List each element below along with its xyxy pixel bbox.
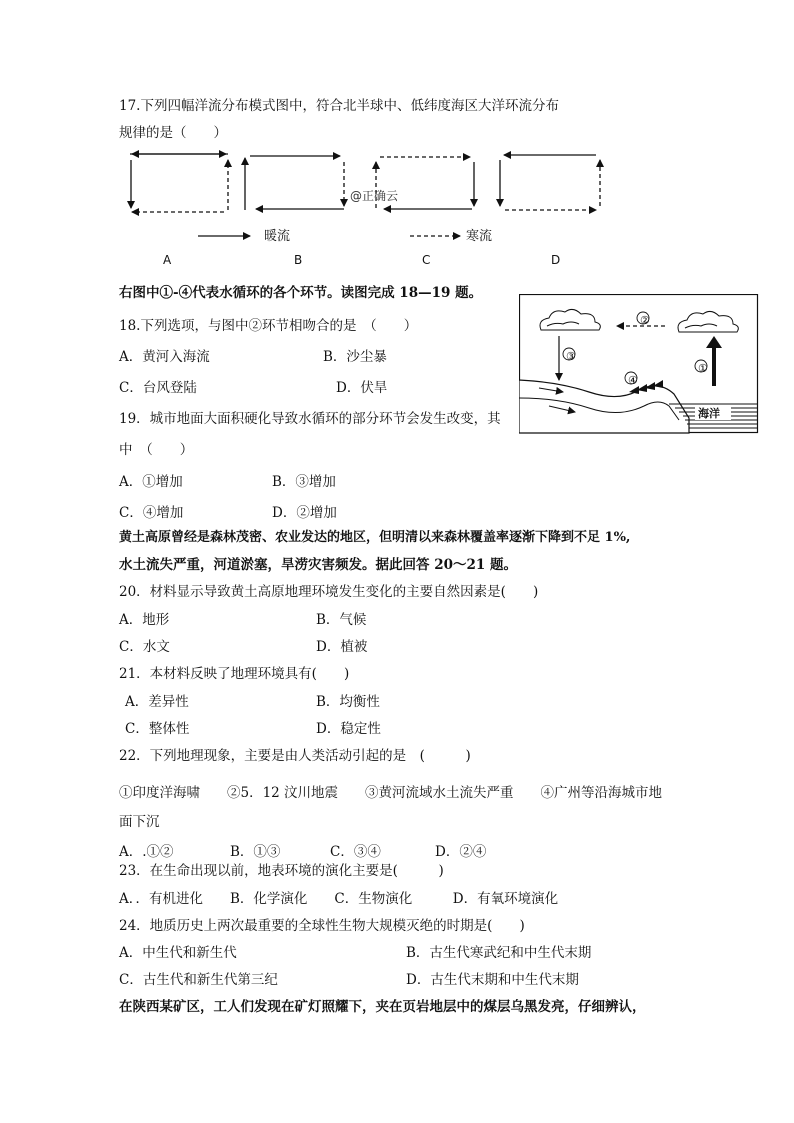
q20-stem: 20．材料显示导致黄土高原地理环境发生变化的主要自然因素是( )	[119, 584, 539, 600]
q23-stem: 23．在生命出现以前，地表环境的演化主要是( )	[119, 863, 444, 879]
warm-current-label: 暖流	[264, 229, 291, 244]
q24-stem: 24．地质历史上两次最重要的全球性生物大规模灭绝的时期是( )	[119, 918, 525, 934]
intro-20-21-line2: 水土流失严重，河道淤塞，旱涝灾害频发。据此回答 20～21 题。	[119, 557, 517, 573]
diagram-label-d: D	[551, 253, 561, 267]
intro-18-19: 右图中①-④代表水循环的各个环节。读图完成 18—19 题。	[119, 285, 483, 301]
q24-option-a: A．中生代和新生代	[119, 945, 237, 961]
q18-stem: 18.下列选项，与图中②环节相吻合的是 （ ）	[119, 318, 418, 334]
q24-option-b: B．古生代寒武纪和中生代末期	[406, 945, 592, 961]
diagram-b	[245, 156, 344, 210]
q19-option-a: A．①增加	[119, 474, 183, 490]
q20-option-a: A．地形	[119, 612, 170, 628]
q24-option-c: C．古生代和新生代第三纪	[119, 972, 278, 988]
q19-option-c: C．④增加	[119, 505, 184, 521]
mark-3: ③	[566, 350, 576, 363]
mark-4: ④	[628, 374, 638, 387]
q20-option-b: B．气候	[316, 612, 367, 628]
q22-option-a: A．.①②	[119, 844, 174, 860]
q22-stem: 22．下列地理现象，主要是由人类活动引起的是 ( )	[119, 748, 471, 764]
watermark: @正确云	[350, 189, 399, 203]
q19-option-b: B．③增加	[272, 474, 336, 490]
q18-option-c: C．台风登陆	[119, 380, 197, 396]
diagram-label-a: A	[163, 253, 172, 267]
q19-stem-line1: 19．城市地面大面积硬化导致水循环的部分环节会发生改变，其	[119, 411, 501, 427]
q22-option-d: D．②④	[435, 844, 487, 860]
q22-items-line2: 面下沉	[119, 814, 160, 830]
diagram-label-b: B	[294, 253, 303, 267]
q19-stem-line2: 中 （ ）	[119, 442, 194, 458]
q21-option-c: C．整体性	[125, 721, 190, 737]
q17-stem-line1: 17.下列四幅洋流分布模式图中，符合北半球中、低纬度海区大洋环流分布	[119, 98, 559, 114]
q22-option-c: C．③④	[330, 844, 381, 860]
mark-2: ②	[640, 314, 650, 327]
water-cycle-figure	[519, 294, 759, 434]
q21-option-a: A．差异性	[125, 694, 189, 710]
ocean-label: 海洋	[698, 407, 720, 420]
q21-stem: 21．本材料反映了地理环境具有( )	[119, 666, 350, 682]
q22-option-b: B．①③	[230, 844, 281, 860]
intro-20-21-line1: 黄土高原曾经是森林茂密、农业发达的地区，但明清以来森林覆盖率逐渐下降到不足 1%,	[119, 530, 631, 545]
q20-option-c: C．水文	[119, 639, 170, 655]
q17-stem-line2: 规律的是（ ）	[119, 125, 227, 141]
diagram-label-c: C	[422, 253, 431, 267]
q24-option-d: D．古生代末期和中生代末期	[406, 972, 579, 988]
q20-option-d: D．植被	[316, 639, 368, 655]
q22-items-line1: ①印度洋海啸 ②5．12 汶川地震 ③黄河流域水土流失严重 ④广州等沿海城市地	[119, 785, 663, 801]
q18-option-a: A．黄河入海流	[119, 349, 210, 365]
mark-1: ①	[698, 362, 708, 375]
cold-current-label: 寒流	[466, 229, 493, 244]
q21-option-d: D．稳定性	[316, 721, 381, 737]
diagram-d	[500, 155, 600, 210]
last-line: 在陕西某矿区，工人们发现在矿灯照耀下，夹在页岩地层中的煤层乌黑发亮，仔细辨认，	[119, 999, 646, 1015]
q21-option-b: B．均衡性	[316, 694, 380, 710]
diagram-a	[130, 154, 228, 212]
q23-options: A．．有机进化 B．化学演化 C．生物演化 D．有氧环境演化	[119, 891, 559, 907]
q18-option-d: D．伏旱	[336, 380, 388, 396]
q19-option-d: D．②增加	[272, 505, 337, 521]
q18-option-b: B．沙尘暴	[323, 349, 387, 365]
